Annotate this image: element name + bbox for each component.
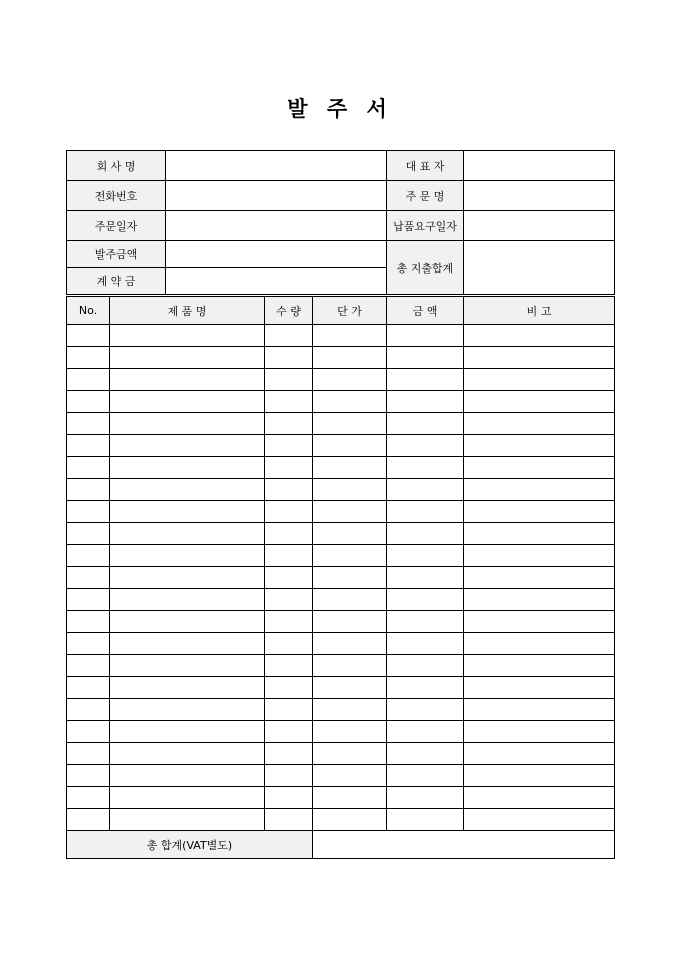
cell-remarks[interactable]: [464, 457, 615, 479]
cell-amount[interactable]: [387, 479, 464, 501]
table-row: [67, 611, 615, 633]
cell-amount[interactable]: [387, 391, 464, 413]
cell-remarks[interactable]: [464, 655, 615, 677]
table-row: [67, 391, 615, 413]
cell-no[interactable]: [67, 369, 110, 391]
cell-no[interactable]: [67, 457, 110, 479]
cell-no[interactable]: [67, 501, 110, 523]
document-title: 발 주 서: [287, 97, 393, 121]
table-row: [67, 501, 615, 523]
cell-product-name[interactable]: [110, 721, 265, 743]
cell-quantity[interactable]: [265, 567, 313, 589]
cell-amount[interactable]: [387, 347, 464, 369]
cell-no[interactable]: [67, 567, 110, 589]
cell-amount[interactable]: [387, 677, 464, 699]
table-row: [67, 479, 615, 501]
representative-label: 대 표 자: [387, 151, 464, 181]
delivery-date-label: 납품요구일자: [387, 211, 464, 241]
cell-amount[interactable]: [387, 369, 464, 391]
cell-quantity[interactable]: [265, 633, 313, 655]
cell-unit-price[interactable]: [313, 633, 387, 655]
cell-product-name[interactable]: [110, 677, 265, 699]
table-row: [67, 765, 615, 787]
cell-unit-price[interactable]: [313, 325, 387, 347]
cell-amount[interactable]: [387, 435, 464, 457]
cell-product-name[interactable]: [110, 765, 265, 787]
cell-unit-price[interactable]: [313, 655, 387, 677]
cell-no[interactable]: [67, 787, 110, 809]
cell-product-name[interactable]: [110, 347, 265, 369]
delivery-date-field[interactable]: [464, 211, 615, 241]
cell-amount[interactable]: [387, 699, 464, 721]
cell-quantity[interactable]: [265, 435, 313, 457]
cell-quantity[interactable]: [265, 743, 313, 765]
cell-remarks[interactable]: [464, 523, 615, 545]
cell-product-name[interactable]: [110, 325, 265, 347]
cell-remarks[interactable]: [464, 369, 615, 391]
cell-product-name[interactable]: [110, 787, 265, 809]
cell-remarks[interactable]: [464, 325, 615, 347]
cell-no[interactable]: [67, 699, 110, 721]
cell-no[interactable]: [67, 633, 110, 655]
table-row: [67, 523, 615, 545]
phone-label: 전화번호: [67, 181, 166, 211]
cell-unit-price[interactable]: [313, 743, 387, 765]
cell-quantity[interactable]: [265, 655, 313, 677]
cell-no[interactable]: [67, 677, 110, 699]
cell-no[interactable]: [67, 545, 110, 567]
cell-remarks[interactable]: [464, 589, 615, 611]
items-table: [66, 296, 615, 859]
table-row: [67, 699, 615, 721]
cell-quantity[interactable]: [265, 721, 313, 743]
cell-unit-price[interactable]: [313, 721, 387, 743]
cell-amount[interactable]: [387, 413, 464, 435]
cell-quantity[interactable]: [265, 501, 313, 523]
cell-amount[interactable]: [387, 567, 464, 589]
cell-amount[interactable]: [387, 545, 464, 567]
cell-product-name[interactable]: [110, 479, 265, 501]
cell-product-name[interactable]: [110, 633, 265, 655]
table-row: [67, 655, 615, 677]
cell-no[interactable]: [67, 325, 110, 347]
cell-remarks[interactable]: [464, 633, 615, 655]
cell-product-name[interactable]: [110, 501, 265, 523]
table-row: [67, 545, 615, 567]
table-row: [67, 435, 615, 457]
grand-total-field[interactable]: [313, 831, 615, 859]
table-row: [67, 809, 615, 831]
cell-product-name[interactable]: [110, 809, 265, 831]
header-quantity: 수 량: [265, 297, 313, 325]
order-amount-field[interactable]: [166, 241, 387, 268]
grand-total-label: 총 합계(VAT별도): [67, 831, 313, 859]
cell-unit-price[interactable]: [313, 699, 387, 721]
table-row: [67, 787, 615, 809]
cell-amount[interactable]: [387, 765, 464, 787]
cell-quantity[interactable]: [265, 677, 313, 699]
cell-remarks[interactable]: [464, 501, 615, 523]
cell-unit-price[interactable]: [313, 589, 387, 611]
cell-no[interactable]: [67, 479, 110, 501]
cell-product-name[interactable]: [110, 743, 265, 765]
cell-product-name[interactable]: [110, 545, 265, 567]
cell-amount[interactable]: [387, 655, 464, 677]
phone-field[interactable]: [166, 181, 387, 211]
cell-quantity[interactable]: [265, 589, 313, 611]
order-info-table: [66, 150, 615, 295]
cell-product-name[interactable]: [110, 369, 265, 391]
cell-product-name[interactable]: [110, 435, 265, 457]
cell-unit-price[interactable]: [313, 457, 387, 479]
cell-no[interactable]: [67, 347, 110, 369]
cell-quantity[interactable]: [265, 699, 313, 721]
cell-quantity[interactable]: [265, 787, 313, 809]
cell-remarks[interactable]: [464, 413, 615, 435]
cell-remarks[interactable]: [464, 721, 615, 743]
representative-field[interactable]: [464, 151, 615, 181]
cell-unit-price[interactable]: [313, 391, 387, 413]
table-row: [67, 589, 615, 611]
cell-unit-price[interactable]: [313, 611, 387, 633]
orderer-field[interactable]: [464, 181, 615, 211]
order-amount-label: 발주금액: [67, 241, 166, 268]
cell-quantity[interactable]: [265, 611, 313, 633]
cell-unit-price[interactable]: [313, 677, 387, 699]
cell-quantity[interactable]: [265, 479, 313, 501]
cell-product-name[interactable]: [110, 589, 265, 611]
contract-amount-label: 계 약 금: [67, 268, 166, 295]
cell-product-name[interactable]: [110, 699, 265, 721]
cell-remarks[interactable]: [464, 347, 615, 369]
contract-amount-field[interactable]: [166, 268, 387, 295]
cell-amount[interactable]: [387, 809, 464, 831]
cell-amount[interactable]: [387, 787, 464, 809]
cell-amount[interactable]: [387, 501, 464, 523]
header-remarks: 비 고: [464, 297, 615, 325]
cell-remarks[interactable]: [464, 391, 615, 413]
cell-unit-price[interactable]: [313, 369, 387, 391]
cell-no[interactable]: [67, 765, 110, 787]
header-no: No.: [67, 297, 110, 325]
cell-unit-price[interactable]: [313, 347, 387, 369]
cell-unit-price[interactable]: [313, 809, 387, 831]
cell-amount[interactable]: [387, 589, 464, 611]
total-payment-field[interactable]: [464, 241, 615, 295]
cell-unit-price[interactable]: [313, 435, 387, 457]
cell-unit-price[interactable]: [313, 479, 387, 501]
table-row: [67, 347, 615, 369]
cell-quantity[interactable]: [265, 325, 313, 347]
cell-quantity[interactable]: [265, 391, 313, 413]
cell-unit-price[interactable]: [313, 501, 387, 523]
cell-amount[interactable]: [387, 457, 464, 479]
total-row: [67, 831, 615, 859]
table-row: [67, 721, 615, 743]
cell-no[interactable]: [67, 391, 110, 413]
cell-remarks[interactable]: [464, 545, 615, 567]
cell-product-name[interactable]: [110, 567, 265, 589]
company-name-label: 회 사 명: [67, 151, 166, 181]
cell-quantity[interactable]: [265, 413, 313, 435]
cell-product-name[interactable]: [110, 611, 265, 633]
cell-unit-price[interactable]: [313, 765, 387, 787]
cell-product-name[interactable]: [110, 655, 265, 677]
header-unit-price: 단 가: [313, 297, 387, 325]
cell-unit-price[interactable]: [313, 787, 387, 809]
cell-remarks[interactable]: [464, 677, 615, 699]
cell-remarks[interactable]: [464, 699, 615, 721]
cell-quantity[interactable]: [265, 809, 313, 831]
table-row: [67, 325, 615, 347]
cell-no[interactable]: [67, 611, 110, 633]
cell-unit-price[interactable]: [313, 545, 387, 567]
cell-quantity[interactable]: [265, 369, 313, 391]
cell-quantity[interactable]: [265, 457, 313, 479]
table-row: [67, 567, 615, 589]
cell-product-name[interactable]: [110, 391, 265, 413]
items-header-row: [67, 297, 615, 325]
cell-no[interactable]: [67, 655, 110, 677]
cell-unit-price[interactable]: [313, 567, 387, 589]
cell-quantity[interactable]: [265, 523, 313, 545]
cell-remarks[interactable]: [464, 809, 615, 831]
cell-quantity[interactable]: [265, 347, 313, 369]
cell-unit-price[interactable]: [313, 413, 387, 435]
cell-remarks[interactable]: [464, 611, 615, 633]
cell-remarks[interactable]: [464, 787, 615, 809]
order-date-label: 주문일자: [67, 211, 166, 241]
cell-no[interactable]: [67, 721, 110, 743]
cell-remarks[interactable]: [464, 743, 615, 765]
cell-no[interactable]: [67, 809, 110, 831]
cell-remarks[interactable]: [464, 765, 615, 787]
cell-amount[interactable]: [387, 743, 464, 765]
cell-product-name[interactable]: [110, 413, 265, 435]
table-row: [67, 677, 615, 699]
company-name-field[interactable]: [166, 151, 387, 181]
table-row: [67, 457, 615, 479]
orderer-label: 주 문 명: [387, 181, 464, 211]
cell-remarks[interactable]: [464, 435, 615, 457]
cell-amount[interactable]: [387, 523, 464, 545]
header-product-name: 제 품 명: [110, 297, 265, 325]
cell-product-name[interactable]: [110, 523, 265, 545]
cell-quantity[interactable]: [265, 765, 313, 787]
cell-no[interactable]: [67, 589, 110, 611]
table-row: [67, 369, 615, 391]
order-date-field[interactable]: [166, 211, 387, 241]
cell-no[interactable]: [67, 523, 110, 545]
cell-no[interactable]: [67, 435, 110, 457]
cell-amount[interactable]: [387, 721, 464, 743]
cell-amount[interactable]: [387, 633, 464, 655]
cell-product-name[interactable]: [110, 457, 265, 479]
table-row: [67, 633, 615, 655]
cell-amount[interactable]: [387, 611, 464, 633]
cell-remarks[interactable]: [464, 567, 615, 589]
cell-unit-price[interactable]: [313, 523, 387, 545]
header-amount: 금 액: [387, 297, 464, 325]
cell-amount[interactable]: [387, 325, 464, 347]
cell-no[interactable]: [67, 743, 110, 765]
table-row: [67, 743, 615, 765]
total-payment-label: 총 지출합계: [387, 241, 464, 295]
cell-no[interactable]: [67, 413, 110, 435]
table-row: [67, 413, 615, 435]
cell-remarks[interactable]: [464, 479, 615, 501]
cell-quantity[interactable]: [265, 545, 313, 567]
